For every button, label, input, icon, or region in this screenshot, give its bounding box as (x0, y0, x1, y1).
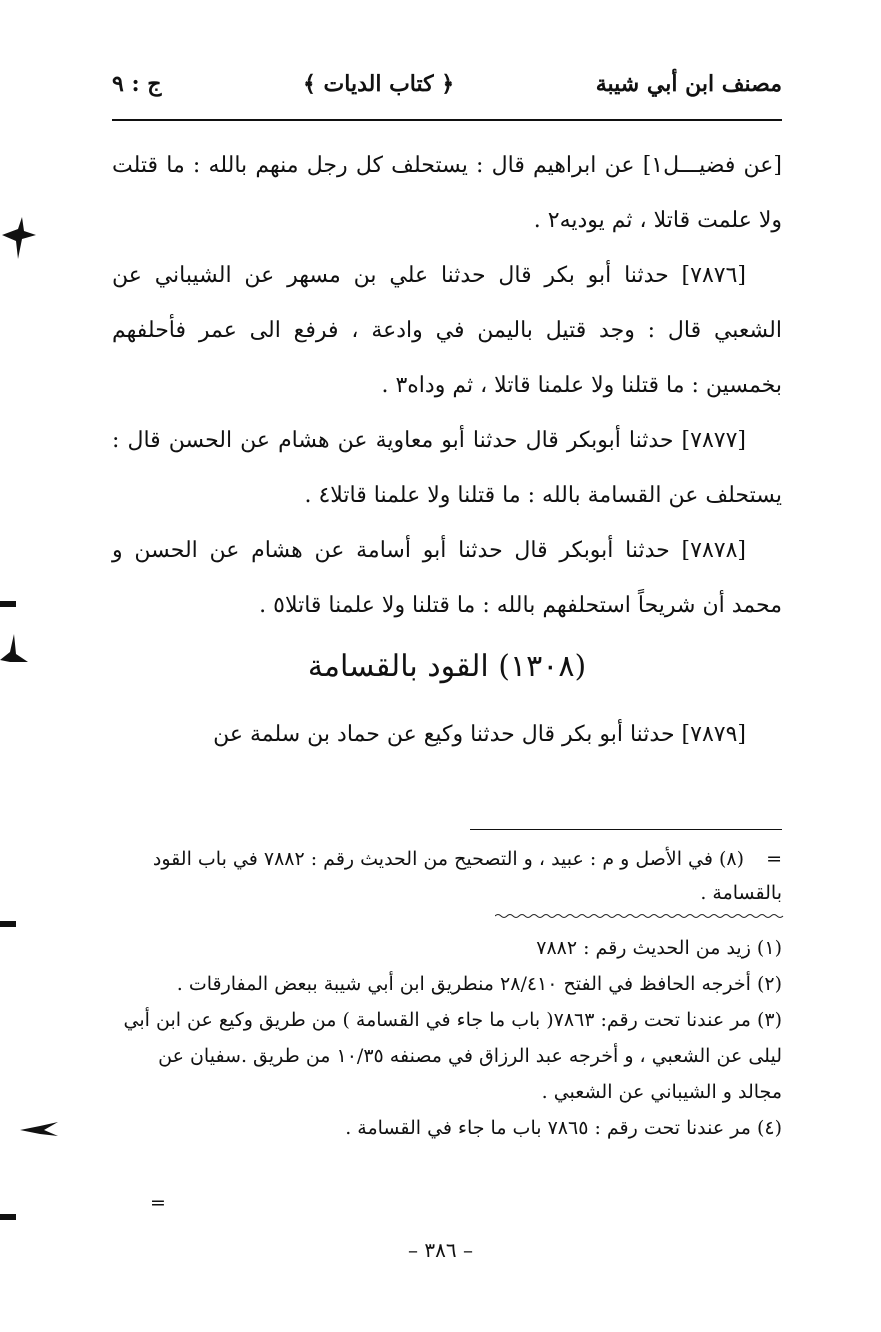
footnote: (١) زيد من الحديث رقم : ٧٨٨٢ (536, 937, 782, 959)
paragraph: [عن فضيـــل١] عن ابراهيم قال : يستحلف كل رجل منهم بالله : ما قتلت ولا علمت قاتلا ، ثم يوديه٢ . (112, 153, 782, 233)
header-rule (112, 119, 782, 121)
footnote: (٣) مر عندنا تحت رقم: ٧٨٦٣( باب ما جاء في القسامة ) من طريق وكيع عن ابن أبي ليلى عن الشعبي ، و أخرجه عبد الرزاق في مصنفه ١٠/٣٥ من طريق .سفيان عن مجالد و الشيباني عن الشعبي . (123, 1009, 782, 1103)
source-title: مصنف ابن أبي شيبة (595, 71, 782, 97)
binding-mark (0, 1120, 60, 1140)
footnote-continuation (112, 842, 782, 910)
section-heading: (١٣٠٨) القود بالقسامة (307, 649, 587, 684)
paragraph: [٧٨٧٩] حدثنا أبو بكر قال حدثنا وكيع عن حماد بن سلمة عن (213, 722, 746, 747)
continuation-marker: = (766, 848, 782, 870)
running-header (112, 62, 782, 106)
binding-mark (0, 630, 30, 670)
paragraph: [٧٨٧٨] حدثنا أبوبكر قال حدثنا أبو أسامة عن هشام عن الحسن و محمد أن شريحاً استحلفهم بالله : ما قتلنا ولا علمنا قاتلا٥ . (112, 538, 782, 618)
continuation-mark: = (150, 1192, 166, 1214)
book-title: ﴿ كتاب الديات ﴾ (302, 71, 455, 97)
binding-mark (0, 600, 20, 608)
page-number: – ٣٨٦ – (408, 1238, 473, 1262)
footnote: (٢) أخرجه الحافظ في الفتح ٢٨/٤١٠ منطريق ابن أبي شيبة ببعض المفارقات . (176, 973, 782, 995)
binding-mark (0, 1212, 20, 1222)
binding-mark (0, 215, 40, 265)
binding-mark (0, 920, 20, 928)
footnote-continuation-text: (٨) في الأصل و م : عبيد ، و التصحيح من الحديث رقم : ٧٨٨٢ في باب القود بالقسامة . (152, 848, 782, 904)
footnote-rule (470, 829, 782, 830)
footnotes (112, 930, 782, 1146)
wavy-divider (495, 913, 787, 919)
footnote: (٤) مر عندنا تحت رقم : ٧٨٦٥ باب ما جاء في القسامة . (345, 1117, 782, 1139)
paragraph: [٧٨٧٦] حدثنا أبو بكر قال حدثنا علي بن مسهر عن الشيباني عن الشعبي قال : وجد قتيل باليمن في وادعة ، فرفع الى عمر فأحلفهم بخمسين : ما قتلنا ولا علمنا قاتلا ، ثم وداه٣ . (112, 263, 782, 398)
volume-label: ج : ٩ (112, 71, 162, 97)
paragraph: [٧٨٧٧] حدثنا أبوبكر قال حدثنا أبو معاوية عن هشام عن الحسن قال : يستحلف عن القسامة بالله : ما قتلنا ولا علمنا قاتلا٤ . (112, 428, 782, 508)
main-text (112, 138, 782, 762)
